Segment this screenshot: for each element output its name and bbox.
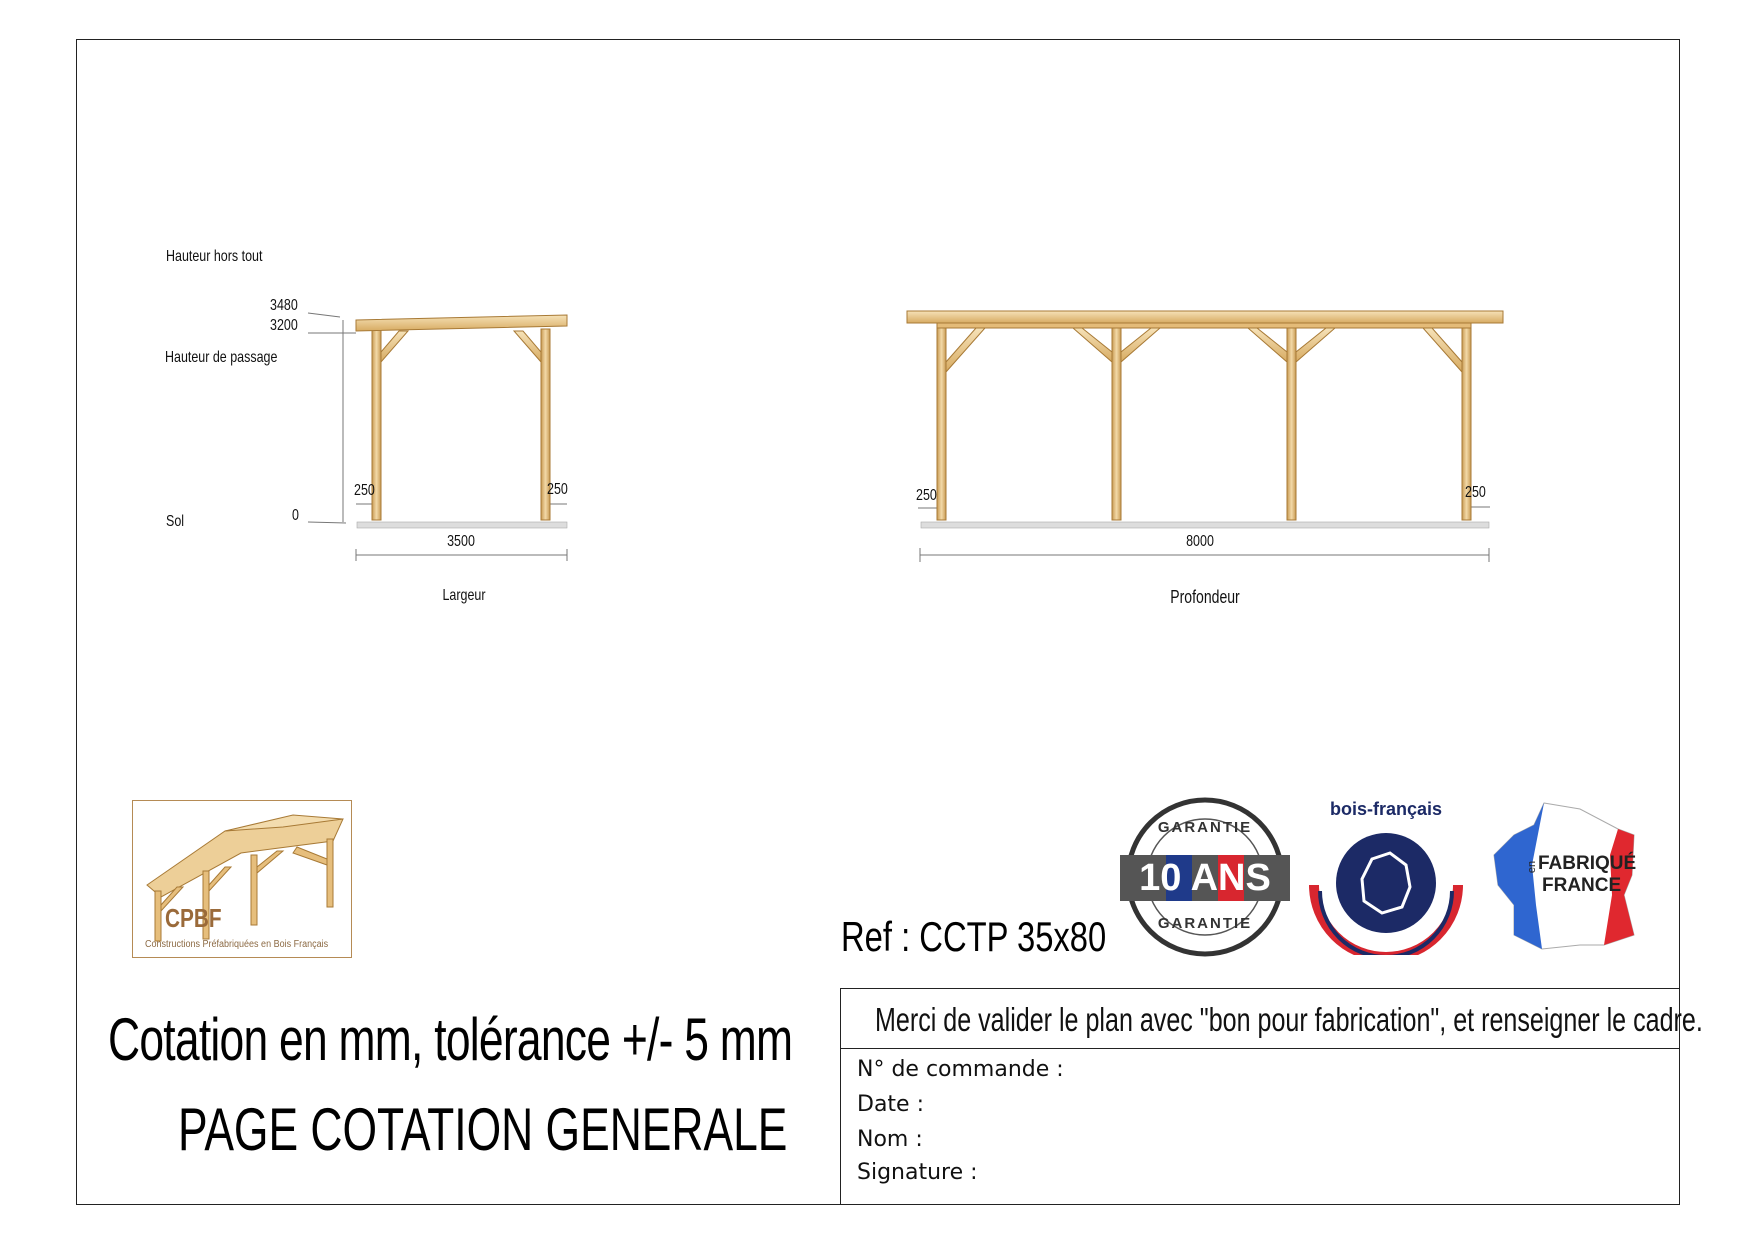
ground-slab-right (921, 522, 1489, 528)
garantie-top: GARANTIE (1157, 819, 1253, 836)
reference-code: Ref : CCTP 35x80 (841, 913, 1107, 960)
dim-offset-right-front: 250 (1465, 484, 1486, 501)
dim-offset-left-front: 250 (916, 487, 937, 504)
dim-offset-right: 250 (547, 481, 568, 498)
field-date: Date : (857, 1092, 924, 1117)
brace (1121, 328, 1160, 362)
validation-message: Merci de valider le plan avec "bon pour fabrication", et renseigner le cadre. (875, 1001, 1703, 1038)
label-largeur: Largeur (442, 587, 486, 604)
label-hauteur-hors-tout: Hauteur hors tout (166, 248, 263, 265)
garantie-10-ans-badge (1120, 797, 1290, 957)
logo-brand: CPBF (165, 903, 222, 933)
purlin (937, 323, 1471, 328)
dim-offset-left: 250 (354, 482, 375, 499)
fabrique-en-france-badge (1484, 795, 1644, 955)
brace (946, 328, 985, 372)
label-sol: Sol (166, 513, 185, 530)
label-profondeur: Profondeur (1170, 587, 1240, 607)
post (937, 322, 946, 520)
fab-en: en (1526, 860, 1539, 874)
brace (514, 331, 541, 362)
post (1287, 322, 1296, 520)
validation-header (841, 989, 1703, 1049)
logo-tagline: Constructions Préfabriquées en Bois Français (145, 939, 329, 950)
fab-line2: FRANCE (1542, 875, 1622, 896)
cpbf-logo (132, 800, 352, 958)
brace (1296, 328, 1335, 362)
dim-height-sol: 0 (292, 507, 299, 524)
brace (381, 331, 408, 362)
side-view-structure (356, 315, 567, 520)
garantie-main: 10 ANS (1139, 857, 1271, 899)
brace (1248, 328, 1287, 362)
garantie-bottom: GARANTIE (1157, 915, 1253, 932)
roof-beam (356, 315, 567, 331)
dim-height-total: 3480 (270, 297, 298, 314)
dim-largeur: 3500 (447, 533, 475, 550)
ground-slab-left (357, 522, 567, 528)
caption-tolerance: Cotation en mm, tolérance +/- 5 mm (108, 1006, 793, 1073)
dim-height-passage: 3200 (270, 317, 298, 334)
field-signature: Signature : (857, 1160, 978, 1185)
bois-francais-badge (1306, 795, 1466, 955)
field-nom: Nom : (857, 1127, 923, 1152)
dim-profondeur: 8000 (1186, 533, 1214, 550)
brace (1423, 328, 1462, 372)
validation-box (840, 988, 1703, 1205)
brace (1073, 328, 1112, 362)
front-view-structure (907, 311, 1503, 520)
field-commande: N° de commande : (857, 1057, 1064, 1082)
bois-label: bois-français (1329, 799, 1443, 819)
label-hauteur-passage: Hauteur de passage (165, 349, 278, 366)
post (1112, 322, 1121, 520)
roof-beam (907, 311, 1503, 323)
fab-line1: FABRIQUÉ (1538, 853, 1637, 874)
caption-page-title: PAGE COTATION GENERALE (178, 1096, 788, 1163)
